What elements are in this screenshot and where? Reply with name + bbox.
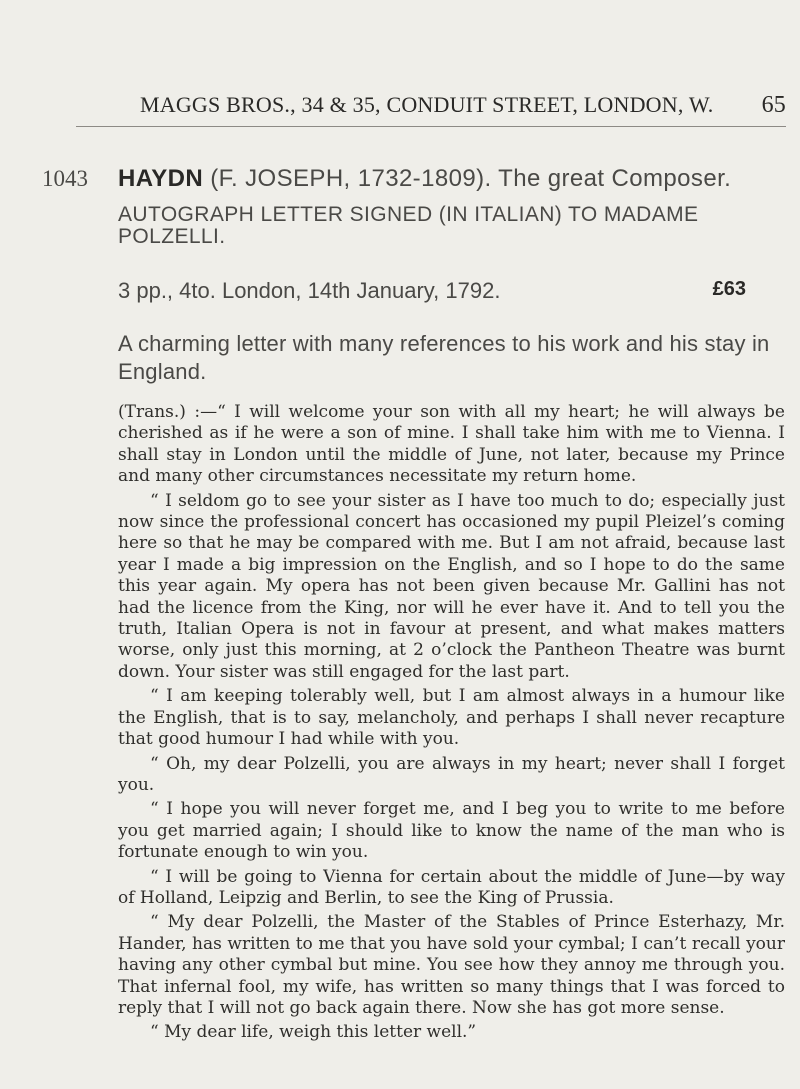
- lot-title-rest: (F. JOSEPH, 1732-1809). The great Composer.: [203, 165, 732, 192]
- lot-number: 1043: [42, 166, 88, 191]
- header-rule: [76, 126, 786, 127]
- letter-translation: [118, 402, 785, 1044]
- letter-paragraph: (Trans.) :—“ I will welcome your son with all my heart; he will always be cherished as if he were a son of mine. I shall take him with me to Vienna. I shall stay in London until the middle of June, not later, because my Prince and many other circumstances necessitate my return home.: [118, 402, 785, 487]
- running-header: [140, 92, 786, 124]
- composer-surname: HAYDN: [118, 165, 204, 192]
- lot-summary: A charming letter with many references to his work and his stay in England.: [118, 331, 770, 384]
- collation-text: 3 pp., 4to. London, 14th January, 1792.: [118, 278, 501, 303]
- collation-line: [118, 278, 786, 308]
- page-number: 65: [761, 92, 786, 118]
- header-publisher-address: MAGGS BROS., 34 & 35, CONDUIT STREET, LONDON, W.: [140, 92, 714, 117]
- lot-price: £63: [712, 278, 746, 300]
- letter-paragraph: “ I seldom go to see your sister as I have too much to do; especially just now since the professional concert has occasioned my pupil Pleizel’s coming here so that he may be compared with me. But I am not afraid, because last year I made a big impression on the English, and so I hope to do the same this year again. My opera has not been given because Mr. Gallini has not had the licence from the King, nor will he ever have it. And to tell you the truth, Italian Opera is not in favour at present, and what makes matters worse, only just this morning, at 2 o’clock the Pantheon Theatre was burnt down. Your sister was still engaged for the last part.: [118, 490, 785, 682]
- letter-paragraph: “ My dear life, weigh this letter well.”: [150, 1022, 477, 1043]
- letter-paragraph: “ My dear Polzelli, the Master of the Stables of Prince Esterhazy, Mr. Hander, has written to me that you have sold your cymbal; I can’t recall your having any other cymbal but mine. You see how they annoy me through you. That infernal fool, my wife, has written so many things that I was forced to reply that I will not go back again there. Now she has got more sense.: [118, 912, 785, 1018]
- letter-paragraph: “ I hope you will never forget me, and I beg you to write to me before you get married again; I should like to know the name of the man who is fortunate enough to win you.: [118, 799, 785, 863]
- letter-paragraph: “ I am keeping tolerably well, but I am almost always in a humour like the English, that is to say, melancholy, and perhaps I shall never recapture that good humour I had while with you.: [118, 686, 785, 750]
- item-description: AUTOGRAPH LETTER SIGNED (IN ITALIAN) TO MADAME POLZELLI.: [118, 203, 699, 248]
- lot-entry: [42, 164, 786, 1047]
- letter-paragraph: “ Oh, my dear Polzelli, you are always in my heart; never shall I forget you.: [118, 753, 785, 795]
- letter-paragraph: “ I will be going to Vienna for certain about the middle of June—by way of Holland, Leipzig and Berlin, to see the King of Prussia.: [118, 866, 785, 908]
- lot-title: [118, 164, 786, 194]
